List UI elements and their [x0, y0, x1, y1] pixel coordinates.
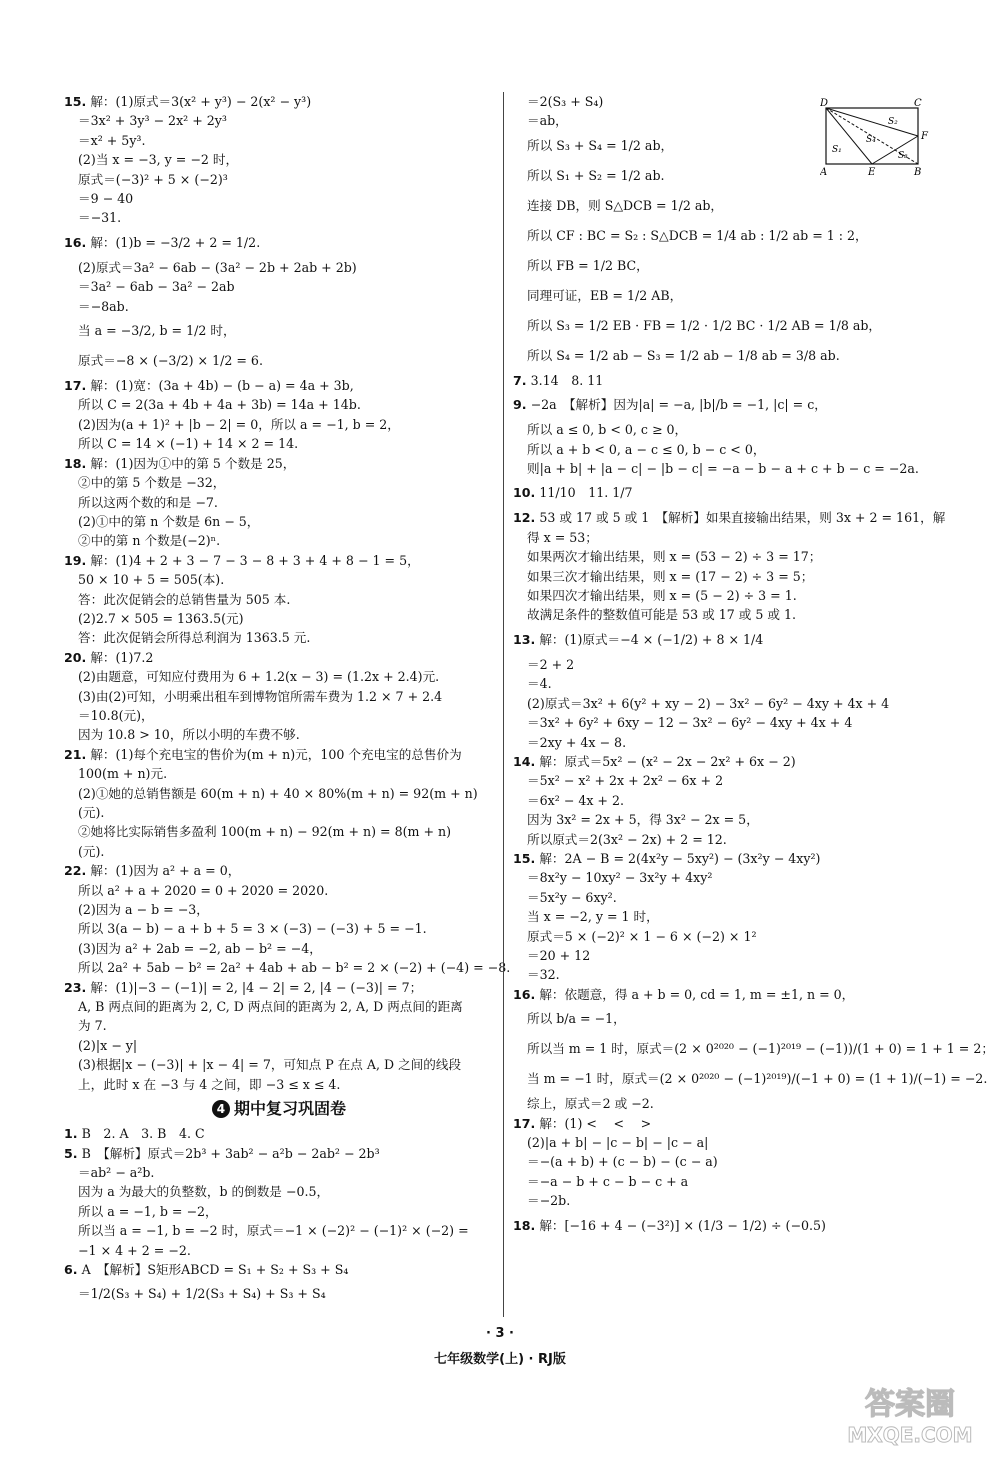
- solution-line: [64, 1182, 494, 1201]
- problem-line: [64, 648, 494, 667]
- line-text: 所以 3(a − b) − a + b + 5 = 3 × (−3) − (−3) + 5 = −1.: [78, 921, 427, 937]
- line-text: ＝4.: [527, 676, 552, 692]
- book-title: 七年级数学(上) · RJ版: [434, 1352, 566, 1367]
- solution-line: [64, 803, 494, 822]
- solution-line: [64, 189, 494, 208]
- line-text: (2)原式＝3a² − 6ab − (3a² − 2b + 2ab + 2b): [78, 259, 357, 275]
- solution-line: [513, 655, 933, 674]
- problem-number: 6.: [64, 1261, 78, 1277]
- line-text: 当 x = −2, y = 1 时，: [527, 909, 659, 925]
- problem-line: [513, 849, 933, 868]
- line-text: ＝2 + 2: [527, 656, 575, 672]
- solution-line: [513, 694, 933, 713]
- solution-line: [64, 1163, 494, 1182]
- line-text: (2)①中的第 n 个数是 6n − 5，: [78, 513, 260, 529]
- line-text: 解：(1)b = −3/2 + 2 = 1/2.: [90, 234, 261, 250]
- solution-line: [64, 1036, 494, 1055]
- line-text: (2)原式＝3x² + 6(y² + xy − 2) − 3x² − 6y² − 4xy + 4x + 4: [527, 695, 890, 711]
- problem-line: [64, 376, 494, 395]
- solution-line: [513, 1172, 933, 1191]
- solution-line: [513, 1094, 933, 1113]
- watermark-logo: [830, 1380, 990, 1450]
- solution-line: [64, 1241, 494, 1260]
- line-text: 解：(1)宽：(3a + 4b) − (b − a) = 4a + 3b,: [90, 378, 354, 394]
- section-title: [64, 1096, 494, 1122]
- line-text: (2)|x − y|: [78, 1037, 138, 1053]
- problem-line: [513, 625, 933, 655]
- problem-number: 17.: [64, 378, 87, 394]
- line-text: 原式＝−8 × (−3/2) × 1/2 = 6.: [78, 353, 263, 369]
- label-s4: S₄: [866, 135, 876, 145]
- line-text: 11/10 11. 1/7: [539, 485, 633, 501]
- line-text: ＝3x² + 6y² + 6xy − 12 − 3x² − 6y² − 4xy + 4x + 4: [527, 715, 853, 731]
- solution-line: [64, 415, 494, 434]
- solution-line: [64, 131, 494, 150]
- line-text: 解：(1)原式＝3(x² + y³) − 2(x² − y³): [90, 94, 312, 109]
- solution-line: [64, 667, 494, 686]
- solution-line: [64, 346, 494, 376]
- line-text: 所以 S₃ = 1/2 EB · FB = 1/2 · 1/2 BC · 1/2 AB = 1/8 ab，: [527, 317, 882, 333]
- line-text: 解：(1)|−3 − (−1)| = 2, |4 − 2| = 2, |4 − (−3)| = 7；: [90, 979, 423, 995]
- line-text: 所以当 a = −1, b = −2 时，原式＝−1 × (−2)² − (−1)² × (−2) =: [78, 1223, 469, 1239]
- problem-line: [513, 478, 933, 508]
- solution-line: [64, 1075, 494, 1094]
- line-text: 解：依题意，得 a + b = 0, cd = 1, m = ±1, n = 0，: [539, 986, 855, 1002]
- line-text: ＝5x²y − 6xy².: [527, 889, 617, 905]
- solution-line: [64, 1279, 494, 1309]
- solution-line: [513, 888, 933, 907]
- line-text: 所以原式＝2(3x² − 2x) + 2 = 12.: [527, 831, 727, 847]
- line-text: −1 × 4 + 2 = −2.: [78, 1242, 191, 1258]
- solution-line: [64, 958, 511, 977]
- solution-line: [513, 547, 933, 566]
- problem-line: [64, 978, 494, 997]
- problem-line: [64, 92, 494, 111]
- problem-line: [64, 454, 494, 473]
- solution-line: [513, 1004, 933, 1034]
- solution-line: [64, 1202, 494, 1221]
- solution-line: [513, 341, 933, 371]
- line-text: (2)因为(a + 1)² + |b − 2| = 0，所以 a = −1, b = 2，: [78, 416, 400, 432]
- line-text: ＝3a² − 6ab − 3a² − 2ab: [78, 279, 235, 295]
- line-text: ＝32.: [527, 967, 560, 983]
- problem-number: 15.: [513, 850, 536, 866]
- solution-line: [64, 706, 494, 725]
- solution-line: [513, 713, 933, 732]
- label-s2: S₂: [888, 117, 898, 127]
- solution-line: [513, 191, 933, 221]
- solution-line: [513, 281, 933, 311]
- problem-number: 17.: [513, 1115, 536, 1131]
- solution-line: [513, 810, 933, 829]
- line-text: 所以 S₃ + S₄ = 1/2 ab，: [527, 137, 674, 153]
- solution-line: [64, 822, 494, 841]
- line-text: (元).: [78, 843, 105, 859]
- solution-line: [513, 420, 933, 439]
- line-text: ＝2xy + 4x − 8.: [527, 734, 627, 750]
- solution-line: [64, 277, 494, 296]
- solution-line: [513, 791, 933, 810]
- line-text: ②中的第 n 个数是(−2)ⁿ.: [78, 533, 221, 549]
- solution-line: [64, 590, 494, 609]
- solution-line: [64, 1221, 494, 1240]
- line-text: ＝−a − b + c − b − c + a: [527, 1173, 689, 1189]
- right-column: [513, 92, 994, 1241]
- line-text: 所以 S₄ = 1/2 ab − S₃ = 1/2 ab − 1/8 ab = 3/8 ab.: [527, 347, 840, 363]
- label-e: E: [868, 167, 876, 178]
- line-text: 所以当 m = 1 时，原式＝(2 × 0²⁰²⁰ − (−1)²⁰¹⁹ − (−1))/(1 + 0) = 1 + 1 = 2；: [527, 1041, 994, 1057]
- line-text: ＝6x² − 4x + 2.: [527, 792, 625, 808]
- line-text: ＝ab² − a²b.: [78, 1164, 155, 1180]
- solution-line: [64, 900, 494, 919]
- line-text: 则|a + b| + |a − c| − |b − c| = −a − b − a + c + b − c = −2a.: [527, 461, 919, 477]
- line-text: 解：(1)因为①中的第 5 个数是 25，: [90, 455, 296, 471]
- line-text: ＝−31.: [78, 210, 122, 226]
- problem-number: 23.: [64, 979, 87, 995]
- line-text: 如果两次才输出结果，则 x = (53 − 2) ÷ 3 = 17；: [527, 549, 822, 565]
- line-text: 所以 a² + a + 2020 = 0 + 2020 = 2020.: [78, 882, 329, 898]
- line-text: 同理可证，EB = 1/2 AB，: [527, 287, 683, 303]
- problem-line: [513, 752, 933, 771]
- problem-line: [513, 1211, 933, 1241]
- label-f: F: [921, 131, 928, 142]
- problem-number: 7.: [513, 372, 527, 388]
- problem-number: 18.: [513, 1217, 536, 1233]
- solution-line: [64, 764, 494, 783]
- line-text: 所以 CF : BC = S₂ : S△DCB = 1/4 ab : 1/2 ab = 1 : 2，: [527, 227, 868, 243]
- solution-line: [64, 1016, 494, 1035]
- line-text: 答：此次促销会所得总利润为 1363.5 元.: [78, 630, 311, 646]
- problem-line: [64, 1144, 494, 1163]
- line-text: ②她将比实际销售多盈利 100(m + n) − 92(m + n) = 8(m + n): [78, 824, 452, 840]
- solution-line: [64, 473, 494, 492]
- line-text: 所以 C = 2(3a + 4b + 4a + 3b) = 14a + 14b.: [78, 397, 361, 413]
- solution-line: [64, 258, 494, 277]
- line-text: ＝9 − 40: [78, 191, 134, 207]
- solution-line: [64, 434, 494, 453]
- problem-line: [513, 390, 933, 420]
- solution-line: [513, 927, 933, 946]
- section-title-text: 期中复习巩固卷: [233, 1099, 346, 1119]
- solution-line: [64, 687, 494, 706]
- problem-number: 9.: [513, 397, 527, 413]
- line-text: 50 × 10 + 5 = 505(本).: [78, 572, 225, 588]
- solution-line: [513, 965, 933, 984]
- line-text: A 【解析】S矩形ABCD = S₁ + S₂ + S₃ + S₄: [81, 1261, 349, 1277]
- solution-line: [513, 528, 933, 547]
- problem-number: 16.: [513, 986, 536, 1002]
- line-text: 解：(1)原式＝−4 × (−1/2) + 8 × 1/4: [539, 631, 764, 647]
- problem-number: 19.: [64, 552, 87, 568]
- line-text: 解：(1)7.2: [90, 649, 154, 665]
- line-text: 当 a = −3/2, b = 1/2 时，: [78, 323, 236, 339]
- solution-line: [513, 1064, 988, 1094]
- line-text: 因为 a 为最大的负整数，b 的倒数是 −0.5，: [78, 1184, 330, 1200]
- line-text: 连接 DB，则 S△DCB = 1/2 ab，: [527, 197, 724, 213]
- solution-line: [64, 493, 494, 512]
- solution-line: [513, 221, 933, 251]
- line-text: (2)2.7 × 505 = 1363.5(元): [78, 610, 244, 626]
- solution-line: [64, 111, 494, 130]
- line-text: ＝8x²y − 10xy² − 3x²y + 4xy²: [527, 870, 713, 886]
- line-text: ＝1/2(S₃ + S₄) + 1/2(S₃ + S₄) + S₃ + S₄: [78, 1286, 326, 1302]
- line-text: ＝ab，: [527, 113, 568, 129]
- line-text: B 【解析】原式＝2b³ + 3ab² − a²b − 2ab² − 2b³: [81, 1145, 380, 1161]
- problem-line: [64, 1124, 494, 1143]
- line-text: (3)根据|x − (−3)| + |x − 4| = 7，可知点 P 在点 A, D 之间的线段: [78, 1057, 462, 1073]
- line-text: (2)①她的总销售额是 60(m + n) + 40 × 80%(m + n) = 92(m + n): [78, 785, 478, 801]
- solution-line: [513, 1191, 933, 1210]
- solution-line: [64, 395, 494, 414]
- line-text: (2)因为 a − b = −3，: [78, 902, 209, 918]
- problem-line: [513, 508, 946, 527]
- solution-line: [64, 919, 494, 938]
- problem-line: [64, 228, 494, 258]
- watermark-line2: MXQE.COM: [847, 1423, 973, 1447]
- solution-line: [64, 531, 494, 550]
- problem-number: 12.: [513, 510, 536, 526]
- line-text: ＝−(a + b) + (c − b) − (c − a): [527, 1154, 718, 1170]
- line-text: 所以 C = 14 × (−1) + 14 × 2 = 14.: [78, 436, 299, 452]
- solution-line: [64, 512, 494, 531]
- solution-line: [513, 868, 933, 887]
- solution-line: [64, 297, 494, 316]
- line-text: (元).: [78, 805, 105, 820]
- problem-line: [513, 985, 933, 1004]
- line-text: 解：2A − B = 2(4x²y − 5xy²) − (3x²y − 4xy²): [539, 850, 821, 866]
- page-number: · 3 ·: [486, 1326, 514, 1341]
- line-text: 当 m = −1 时，原式＝(2 × 0²⁰²⁰ − (−1)²⁰¹⁹)/(−1 + 0) = (1 + 1)/(−1) = −2.: [527, 1071, 988, 1087]
- line-text: 因为 10.8 > 10，所以小明的车费不够.: [78, 727, 300, 743]
- line-text: 故满足条件的整数值可能是 53 或 17 或 5 或 1.: [527, 607, 797, 623]
- line-text: ＝−2b.: [527, 1193, 571, 1209]
- solution-line: [513, 440, 933, 459]
- label-c: C: [914, 98, 922, 109]
- line-text: 如果三次才输出结果，则 x = (17 − 2) ÷ 3 = 5；: [527, 568, 814, 584]
- rectangle-figure: [820, 96, 932, 178]
- problem-line: [513, 371, 933, 390]
- line-text: ＝5x² − x² + 2x + 2x² − 6x + 2: [527, 773, 724, 789]
- label-s1: S₁: [832, 145, 842, 155]
- left-column: [64, 92, 511, 1309]
- line-text: 解：原式＝5x² − (x² − 2x − 2x² + 6x − 2): [539, 753, 796, 769]
- solution-line: [513, 567, 933, 586]
- solution-line: [64, 1055, 494, 1074]
- line-text: 原式＝(−3)² + 5 × (−2)³: [78, 171, 228, 187]
- problem-number: 20.: [64, 649, 87, 665]
- line-text: 得 x = 53；: [527, 529, 598, 545]
- solution-line: [64, 208, 494, 227]
- line-text: 为 7.: [78, 1018, 107, 1034]
- line-text: (2)|a + b| − |c − b| − |c − a|: [527, 1135, 709, 1150]
- watermark-line1: 答案圈: [865, 1387, 955, 1422]
- problem-line: [64, 745, 494, 764]
- solution-line: [513, 1034, 994, 1064]
- figure-line-df: [826, 108, 918, 136]
- problem-number: 18.: [64, 455, 87, 471]
- problem-line: [64, 551, 494, 570]
- problem-number: 16.: [64, 234, 87, 250]
- problem-number: 1.: [64, 1126, 78, 1142]
- solution-line: [513, 1133, 933, 1152]
- solution-line: [513, 1152, 933, 1171]
- solution-line: [513, 459, 933, 478]
- label-b: B: [914, 167, 922, 178]
- label-s3: S₃: [898, 151, 908, 161]
- solution-line: [513, 830, 933, 849]
- line-text: ＝3x² + 3y³ − 2x² + 2y³: [78, 113, 227, 129]
- solution-line: [513, 311, 933, 341]
- problem-number: 14.: [513, 753, 536, 769]
- section-number-badge: 4: [212, 1100, 230, 1118]
- line-text: 答：此次促销会的总销售量为 505 本.: [78, 591, 291, 607]
- line-text: 解：(1)4 + 2 + 3 − 7 − 3 − 8 + 3 + 4 + 8 − 1 = 5，: [90, 552, 420, 568]
- line-text: (3)由(2)可知，小明乘出租车到博物馆所需车费为 1.2 × 7 + 2.4: [78, 688, 443, 704]
- solution-line: [64, 997, 494, 1016]
- solution-line: [64, 628, 494, 647]
- line-text: (2)由题意，可知应付费用为 6 + 1.2(x − 3) = (1.2x + 2.4)元.: [78, 669, 440, 685]
- line-text: 因为 3x² = 2x + 5，得 3x² − 2x = 5，: [527, 812, 759, 828]
- solution-line: [64, 316, 494, 346]
- solution-line: [513, 946, 933, 965]
- line-text: ＝20 + 12: [527, 947, 591, 963]
- solution-line: [64, 609, 494, 628]
- line-text: −2a 【解析】因为|a| = −a, |b|/b = −1, |c| = c，: [530, 397, 827, 413]
- label-d: D: [820, 98, 829, 109]
- line-text: 所以 FB = 1/2 BC，: [527, 257, 649, 273]
- solution-line: [513, 733, 933, 752]
- problem-number: 10.: [513, 485, 536, 501]
- solution-line: [64, 170, 494, 189]
- solution-line: [513, 771, 933, 790]
- line-text: 所以 2a² + 5ab − b² = 2a² + 4ab + ab − b² = 2 × (−2) + (−4) = −8.: [78, 960, 511, 976]
- problem-number: 21.: [64, 746, 87, 762]
- problem-line: [64, 861, 494, 880]
- line-text: ＝2(S₃ + S₄): [527, 94, 604, 109]
- line-text: 所以 S₁ + S₂ = 1/2 ab.: [527, 167, 665, 183]
- line-text: 所以 b/a = −1，: [527, 1011, 626, 1027]
- line-text: ＝x² + 5y³.: [78, 132, 146, 148]
- problem-number: 22.: [64, 863, 87, 879]
- line-text: 所以 a + b < 0, a − c ≤ 0, b − c < 0，: [527, 441, 766, 457]
- line-text: (2)当 x = −3, y = −2 时，: [78, 152, 239, 168]
- problem-number: 15.: [64, 94, 87, 109]
- line-text: 53 或 17 或 5 或 1 【解析】如果直接输出结果，则 3x + 2 = 161，解: [539, 510, 946, 526]
- line-text: 上，此时 x 在 −3 与 4 之间，即 −3 ≤ x ≤ 4.: [78, 1076, 341, 1092]
- line-text: 原式＝5 × (−2)² × 1 − 6 × (−2) × 1²: [527, 928, 757, 944]
- solution-line: [513, 907, 933, 926]
- line-text: 解：(1)每个充电宝的售价为(m + n)元，100 个充电宝的总售价为: [90, 746, 462, 762]
- line-text: 所以 a ≤ 0, b < 0, c ≥ 0，: [527, 422, 688, 438]
- line-text: 解：[−16 + 4 − (−3²)] × (1/3 − 1/2) ÷ (−0.5): [539, 1217, 826, 1233]
- line-text: 解：(1)因为 a² + a = 0，: [90, 863, 241, 879]
- line-text: 综上，原式＝2 或 −2.: [527, 1096, 654, 1112]
- solution-line: [64, 725, 494, 744]
- line-text: 解：(1) < < >: [539, 1115, 652, 1131]
- problem-line: [64, 1260, 494, 1279]
- line-text: 如果四次才输出结果，则 x = (5 − 2) ÷ 3 = 1.: [527, 588, 797, 604]
- solution-line: [64, 570, 494, 589]
- line-text: 所以 a = −1, b = −2，: [78, 1203, 218, 1219]
- solution-line: [64, 842, 494, 861]
- solution-line: [513, 605, 933, 624]
- label-a: A: [820, 167, 828, 178]
- line-text: 100(m + n)元.: [78, 766, 168, 782]
- line-text: ＝−8ab.: [78, 298, 129, 314]
- column-divider: [503, 92, 504, 1317]
- problem-line: [513, 1114, 933, 1133]
- line-text: A, B 两点间的距离为 2, C, D 两点间的距离为 2, A, D 两点间的距离: [78, 999, 463, 1015]
- line-text: 所以这两个数的和是 −7.: [78, 494, 218, 510]
- solution-line: [64, 939, 494, 958]
- solution-line: [513, 674, 933, 693]
- solution-line: [513, 251, 933, 281]
- problem-number: 13.: [513, 631, 536, 647]
- line-text: ＝10.8(元)，: [78, 707, 154, 723]
- solution-line: [64, 881, 494, 900]
- line-text: (3)因为 a² + 2ab = −2, ab − b² = −4，: [78, 940, 322, 956]
- line-text: ②中的第 5 个数是 −32，: [78, 475, 226, 491]
- problem-number: 5.: [64, 1145, 78, 1161]
- solution-line: [64, 784, 494, 803]
- solution-line: [64, 150, 494, 169]
- line-text: 3.14 8. 11: [530, 372, 604, 388]
- solution-line: [513, 586, 933, 605]
- line-text: B 2. A 3. B 4. C: [81, 1126, 205, 1142]
